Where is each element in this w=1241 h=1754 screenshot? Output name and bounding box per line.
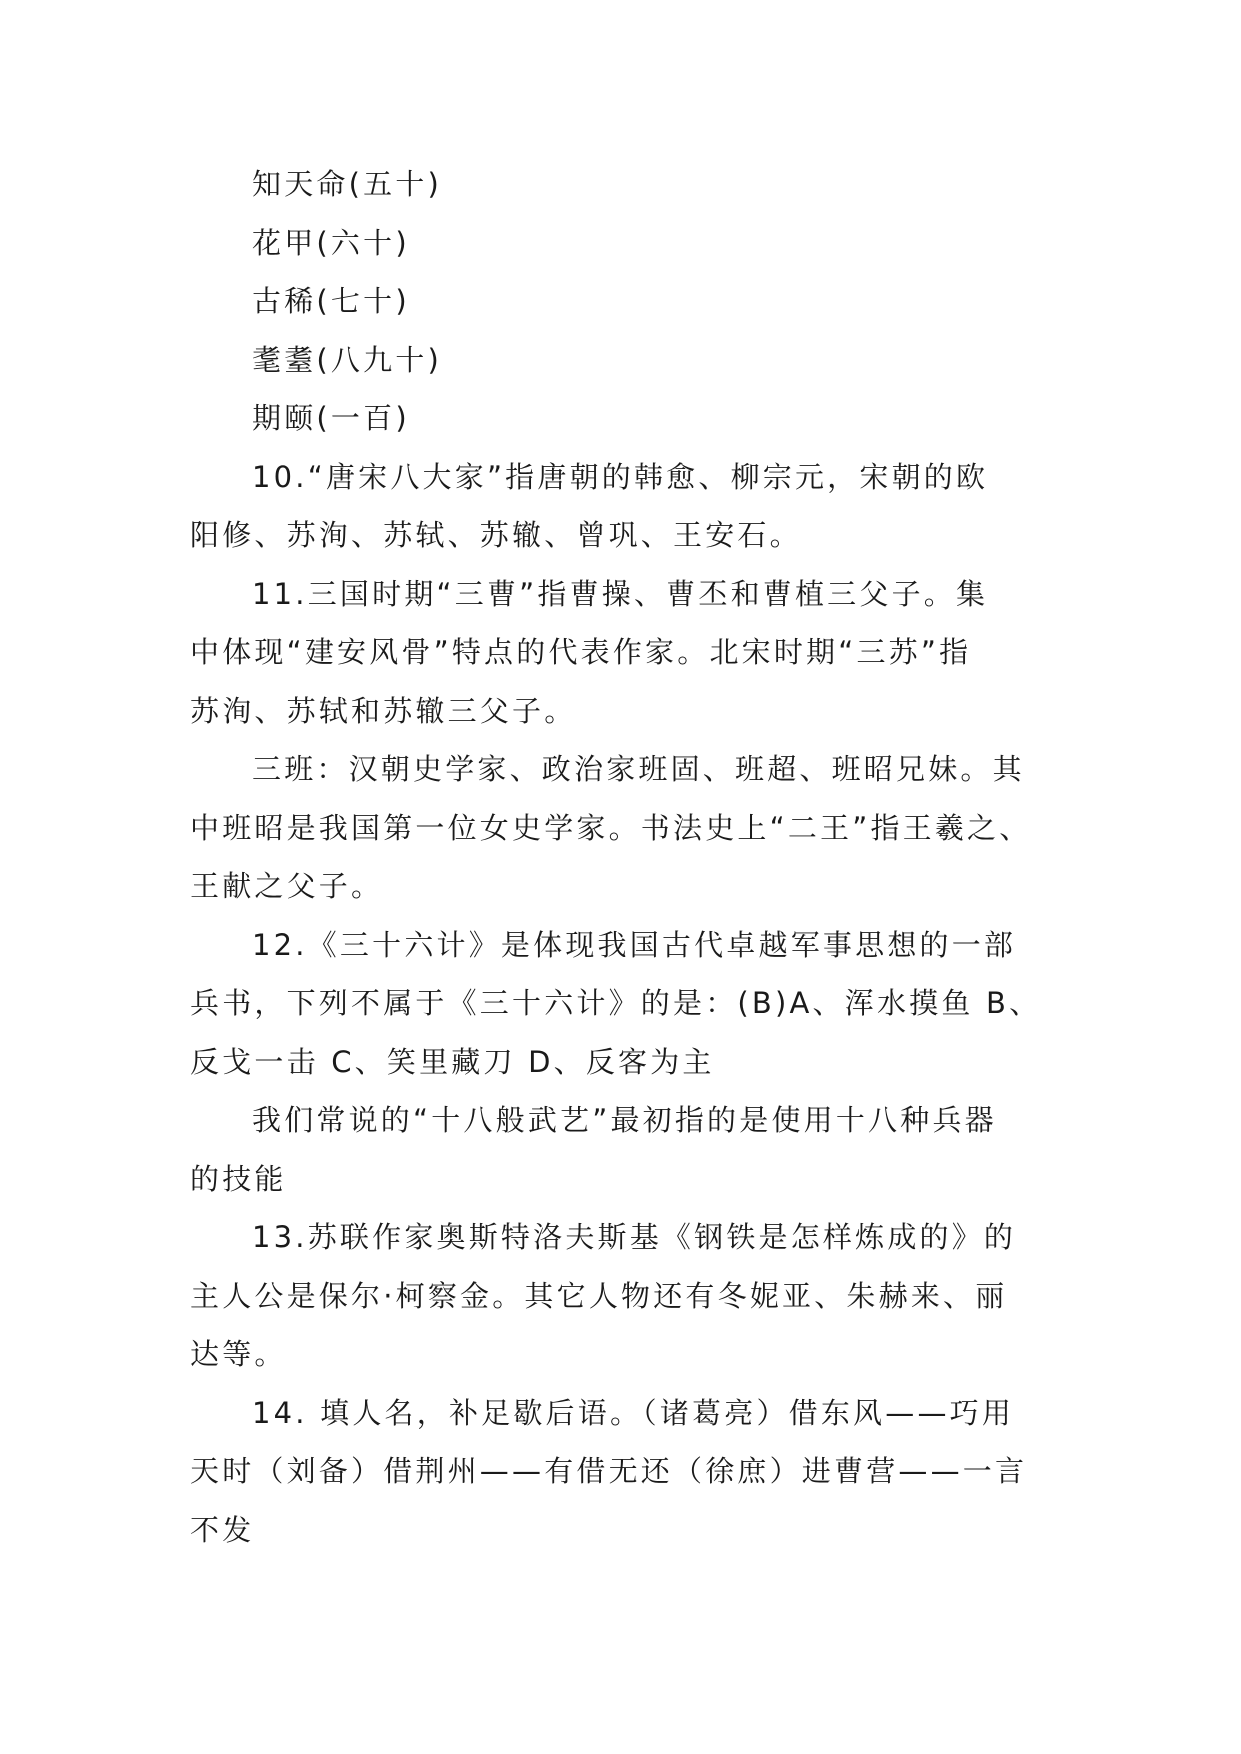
text-line: 中班昭是我国第一位女史学家。书法史上“二王”指王羲之、 <box>190 810 1032 845</box>
text-line: 反戈一击 C、笑里藏刀 D、反客为主 <box>190 1044 715 1079</box>
text-line: 12.《三十六计》是体现我国古代卓越军事思想的一部 <box>252 927 1017 962</box>
text-line: 知天命(五十) <box>252 167 443 201</box>
text-line: 阳修、苏洵、苏轼、苏辙、曾巩、王安石。 <box>190 518 802 552</box>
text-line: 10.“唐宋八大家”指唐朝的韩愈、柳宗元，宋朝的欧 <box>252 459 989 494</box>
text-line: 的技能 <box>190 1161 287 1196</box>
text-line: 古稀(七十) <box>252 284 410 318</box>
text-line: 天时（刘备）借荆州——有借无还（徐庶）进曹营——一言 <box>190 1454 1028 1488</box>
text-line: 王献之父子。 <box>190 869 384 903</box>
text-line: 不发 <box>190 1512 255 1547</box>
text-line: 11.三国时期“三曹”指曹操、曹丕和曹植三父子。集 <box>252 576 989 611</box>
text-line: 达等。 <box>190 1337 287 1371</box>
text-line: 14. 填人名，补足歇后语。（诸葛亮）借东风——巧用 <box>252 1395 1015 1430</box>
text-line: 期颐(一百) <box>252 401 410 435</box>
text-line: 我们常说的“十八般武艺”最初指的是使用十八种兵器 <box>252 1103 997 1137</box>
text-line: 苏洵、苏轼和苏辙三父子。 <box>190 693 577 728</box>
text-line: 中体现“建安风骨”特点的代表作家。北宋时期“三苏”指 <box>190 635 972 669</box>
text-line: 主人公是保尔·柯察金。其它人物还有冬妮亚、朱赫来、丽 <box>190 1278 1008 1313</box>
text-line: 13.苏联作家奥斯特洛夫斯基《钢铁是怎样炼成的》的 <box>252 1220 1017 1254</box>
text-line: 三班：汉朝史学家、政治家班固、班超、班昭兄妹。其 <box>252 752 1025 786</box>
document-body <box>190 155 1052 1559</box>
text-line: 兵书，下列不属于《三十六计》的是：(B)A、浑水摸鱼 B、 <box>190 986 1042 1020</box>
text-line: 耄耋(八九十) <box>252 342 443 377</box>
text-line: 花甲(六十) <box>252 225 410 260</box>
